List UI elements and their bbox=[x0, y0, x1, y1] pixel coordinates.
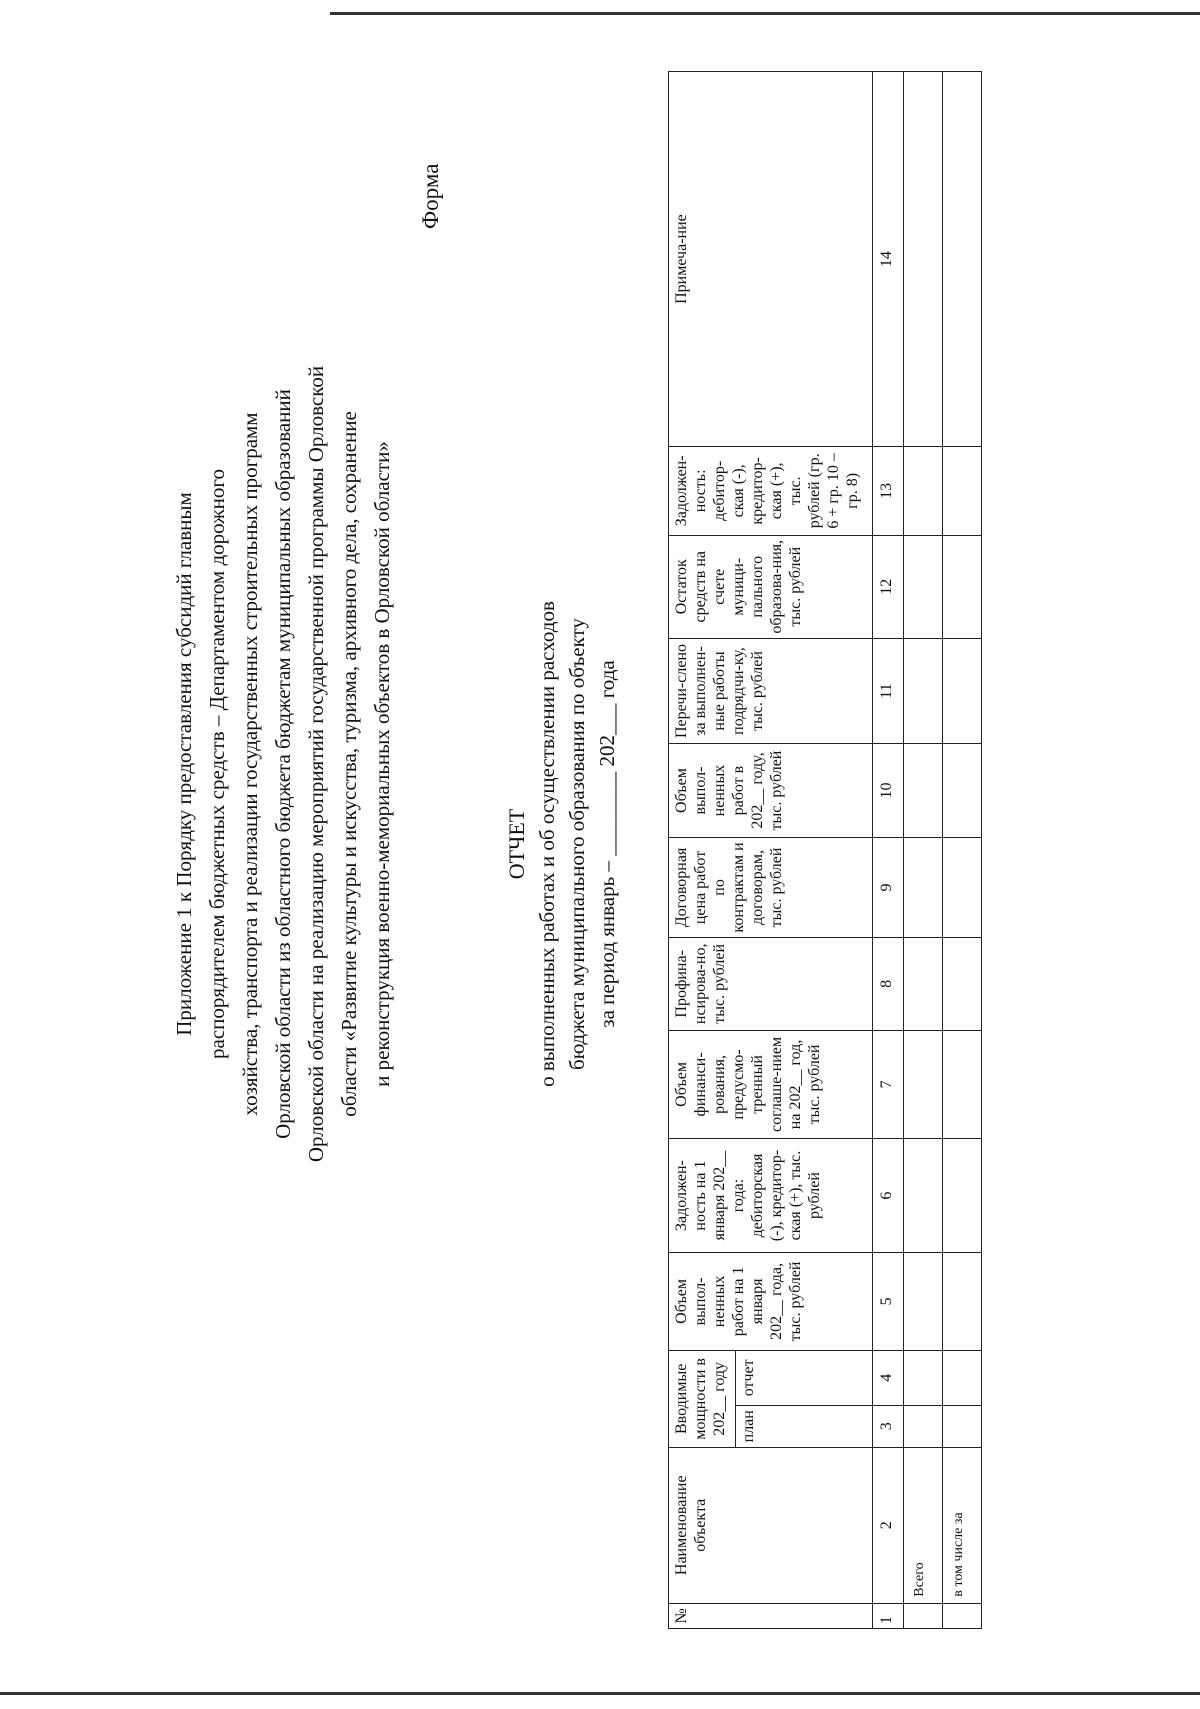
report-table bbox=[668, 71, 982, 1629]
header-work-volume-year: Объем выпол-ненных работ в 202__ году, тыс. рублей bbox=[669, 744, 873, 838]
table-cell bbox=[904, 1350, 943, 1405]
table-cell bbox=[904, 1139, 943, 1253]
appendix-line: распорядителем бюджетных средств – Департаментом дорожного bbox=[205, 469, 229, 1059]
column-number: 14 bbox=[873, 72, 904, 447]
total-label: Всего bbox=[904, 1447, 943, 1603]
header-object-name: Наименование объекта bbox=[669, 1447, 873, 1603]
appendix-line: области «Развитие культуры и искусства, туризма, архивного дела, сохранение bbox=[337, 411, 361, 1117]
report-title: ОТЧЕТ bbox=[504, 808, 529, 880]
report-subtitle-line: о выполненных работах и об осуществлении расходов bbox=[535, 601, 559, 1087]
header-report: отчет bbox=[736, 1350, 873, 1405]
table-cell bbox=[904, 1030, 943, 1139]
header-balance: Остаток средств на счете муници-пального образова-ния, тыс. рублей bbox=[669, 535, 873, 638]
column-number: 11 bbox=[873, 638, 904, 743]
table-cell bbox=[943, 937, 982, 1030]
table-cell bbox=[943, 72, 982, 447]
header-capacity-group: Вводимые мощности в 202__ году bbox=[669, 1350, 736, 1447]
table-cell bbox=[943, 1252, 982, 1350]
header-number: № bbox=[669, 1603, 873, 1628]
appendix-header bbox=[168, 64, 399, 1464]
column-number: 13 bbox=[873, 447, 904, 535]
column-number: 10 bbox=[873, 744, 904, 838]
report-period-line: за период январь – ________ 202___ года bbox=[595, 660, 619, 1028]
header-notes: Примеча-ние bbox=[669, 72, 873, 447]
column-number: 1 bbox=[873, 1603, 904, 1628]
table-cell bbox=[943, 1350, 982, 1405]
column-number: 4 bbox=[873, 1350, 904, 1405]
header-work-volume-start: Объем выпол-ненных работ на 1 января 202__ года, тыс. рублей bbox=[669, 1252, 873, 1350]
table-cell bbox=[943, 837, 982, 937]
table-cell bbox=[943, 638, 982, 743]
table-cell bbox=[943, 1139, 982, 1253]
header-debt-end: Задолжен-ность: дебитор-ская (-), кредитор-ская (+), тыс. рублей (гр. 6 + гр. 10 – гр. 8) bbox=[669, 447, 873, 535]
column-number-row bbox=[873, 72, 904, 1629]
table-cell bbox=[904, 837, 943, 937]
table-cell bbox=[904, 1252, 943, 1350]
report-subtitle-line: бюджета муниципального образования по объекту bbox=[565, 618, 589, 1070]
table-cell bbox=[904, 638, 943, 743]
table-cell bbox=[904, 1603, 943, 1628]
appendix-line: и реконструкция военно-мемориальных объектов в Орловской области» bbox=[370, 441, 394, 1087]
header-plan: план bbox=[736, 1405, 873, 1447]
table-row-including bbox=[943, 72, 982, 1629]
table-cell bbox=[904, 937, 943, 1030]
table-cell bbox=[943, 447, 982, 535]
appendix-line: Орловской области на реализацию мероприятий государственной программы Орловской bbox=[304, 365, 328, 1163]
header-financing-agreement: Объем финанси-рования, предусмо-тренный соглаше-нием на 202__ год, тыс. рублей bbox=[669, 1030, 873, 1139]
table-cell bbox=[904, 1405, 943, 1447]
header-financed: Профина-нсирова-но, тыс. рублей bbox=[669, 937, 873, 1030]
column-number: 7 bbox=[873, 1030, 904, 1139]
table-cell bbox=[904, 535, 943, 638]
header-debt-start: Задолжен-ность на 1 января 202__ года: дебиторская (-), кредитор-ская (+), тыс. рублей bbox=[669, 1139, 873, 1253]
table-row-total bbox=[904, 72, 943, 1629]
table-cell bbox=[904, 447, 943, 535]
appendix-line: Приложение 1 к Порядку предоставления субсидий главным bbox=[172, 492, 196, 1036]
column-number: 8 bbox=[873, 937, 904, 1030]
form-label: Форма bbox=[418, 163, 443, 229]
table-cell bbox=[943, 1603, 982, 1628]
column-number: 5 bbox=[873, 1252, 904, 1350]
header-contract-price: Договорная цена работ по контрактам и договорам, тыс. рублей bbox=[669, 837, 873, 937]
appendix-line: хозяйства, транспорта и реализации государственных строительных программ bbox=[238, 412, 262, 1116]
table-cell bbox=[943, 1405, 982, 1447]
column-number: 12 bbox=[873, 535, 904, 638]
column-number: 6 bbox=[873, 1139, 904, 1253]
column-number: 2 bbox=[873, 1447, 904, 1603]
column-number: 9 bbox=[873, 837, 904, 937]
table-cell bbox=[904, 72, 943, 447]
including-label: в том числе за bbox=[943, 1447, 982, 1603]
table-cell bbox=[943, 535, 982, 638]
appendix-line: Орловской области из областного бюджета бюджетам муниципальных образований bbox=[271, 389, 295, 1139]
table-cell bbox=[943, 1030, 982, 1139]
column-number: 3 bbox=[873, 1405, 904, 1447]
report-title-block bbox=[502, 479, 622, 1209]
header-transferred: Перечи-слено за выполнен-ные работы подрядчи-ку, тыс. рублей bbox=[669, 638, 873, 743]
table-cell bbox=[943, 744, 982, 838]
table-cell bbox=[904, 744, 943, 838]
